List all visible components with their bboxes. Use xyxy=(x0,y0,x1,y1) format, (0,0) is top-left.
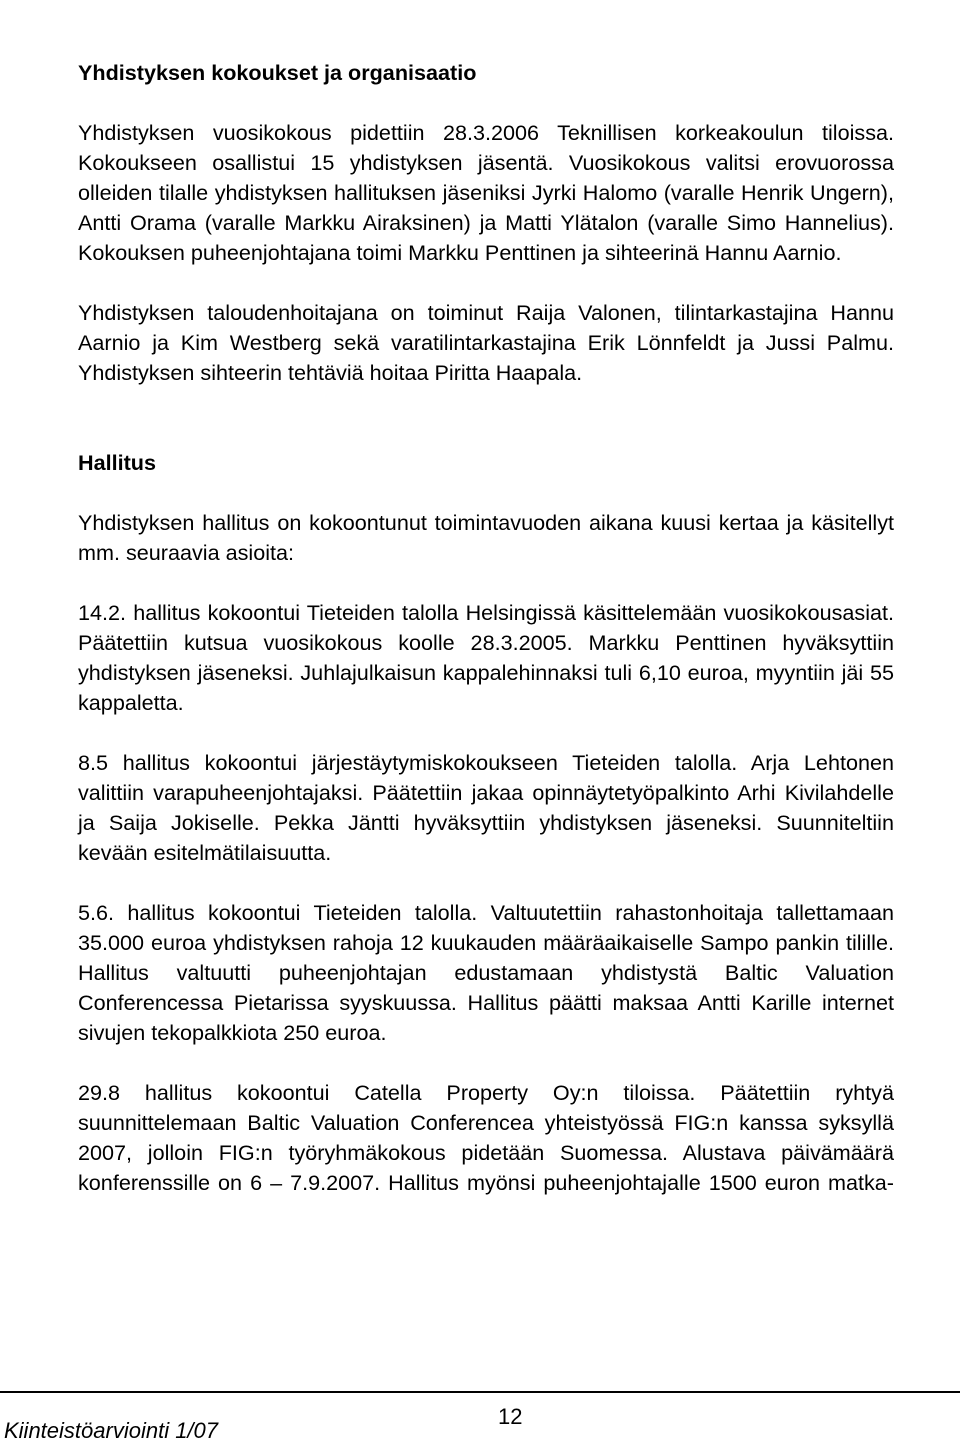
footer-publication: Kiinteistöarviointi 1/07 xyxy=(4,1418,219,1443)
board-meeting-paragraph-4: 29.8 hallitus kokoontui Catella Property Oy:n tiloissa. Päätettiin ryhtyä suunnittelemaan Baltic Valuation Conferencea yhteistyössä FIG:n kanssa syksyllä 2007, jolloin FIG:n työryhmäkokous pidetään Suomessa. Alustava päivämäärä konferenssille on 6 – 7.9.2007. Hallitus myönsi puheenjohtajalle 1500 euron matka- xyxy=(78,1080,894,1195)
section-title: Yhdistyksen kokoukset ja organisaatio xyxy=(78,60,477,85)
page-content xyxy=(78,58,894,1198)
intro-paragraph-1: Yhdistyksen vuosikokous pidettiin 28.3.2006 Teknillisen korkeakoulun tiloissa. Kokoukseen osallistui 15 yhdistyksen jäsentä. Vuosikokous valitsi erovuorossa olleiden tilalle yhdistyksen hallituksen jäseniksi Jyrki Halomo (varalle Henrik Ungern), Antti Orama (varalle Markku Airaksinen) ja Matti Ylätalon (varalle Simo Hannelius). Kokouksen puheenjohtajana toimi Markku Penttinen ja sihteerinä Hannu Aarnio. xyxy=(78,120,894,265)
footer-divider xyxy=(0,1391,960,1393)
board-meeting-paragraph-1: 14.2. hallitus kokoontui Tieteiden talolla Helsingissä käsittelemään vuosikokousasiat. Päätettiin kutsua vuosikokous koolle 28.3.2005. Markku Penttinen hyväksyttiin yhdistyksen jäseneksi. Juhlajulkaisun kappalehinnaksi tuli 6,10 euroa, myyntiin jäi 55 kappaletta. xyxy=(78,600,894,715)
board-title: Hallitus xyxy=(78,450,156,475)
page-number: 12 xyxy=(498,1404,523,1429)
board-meeting-paragraph-2: 8.5 hallitus kokoontui järjestäytymiskokoukseen Tieteiden talolla. Arja Lehtonen valittiin varapuheenjohtajaksi. Päätettiin jakaa opinnäytetyöpalkinto Arhi Kivilahdelle ja Saija Jokiselle. Pekka Jäntti hyväksyttiin yhdistyksen jäseneksi. Suunniteltiin kevään esitelmätilaisuutta. xyxy=(78,750,894,865)
board-intro-paragraph: Yhdistyksen hallitus on kokoontunut toimintavuoden aikana kuusi kertaa ja käsitellyt mm. seuraavia asioita: xyxy=(78,510,894,565)
board-meeting-paragraph-3: 5.6. hallitus kokoontui Tieteiden talolla. Valtuutettiin rahastonhoitaja tallettamaan 35.000 euroa yhdistyksen rahoja 12 kuukauden määräaikaiselle Sampo pankin tilille. Hallitus valtuutti puheenjohtajan edustamaan yhdistystä Baltic Valuation Conferencessa Pietarissa syyskuussa. Hallitus päätti maksaa Antti Karille internet sivujen tekopalkkiota 250 euroa. xyxy=(78,900,894,1045)
intro-paragraph-2: Yhdistyksen taloudenhoitajana on toiminut Raija Valonen, tilintarkastajina Hannu Aarnio ja Kim Westberg sekä varatilintarkastajina Erik Lönnfeldt ja Jussi Palmu. Yhdistyksen sihteerin tehtäviä hoitaa Piritta Haapala. xyxy=(78,300,894,385)
section-gap xyxy=(78,388,894,448)
